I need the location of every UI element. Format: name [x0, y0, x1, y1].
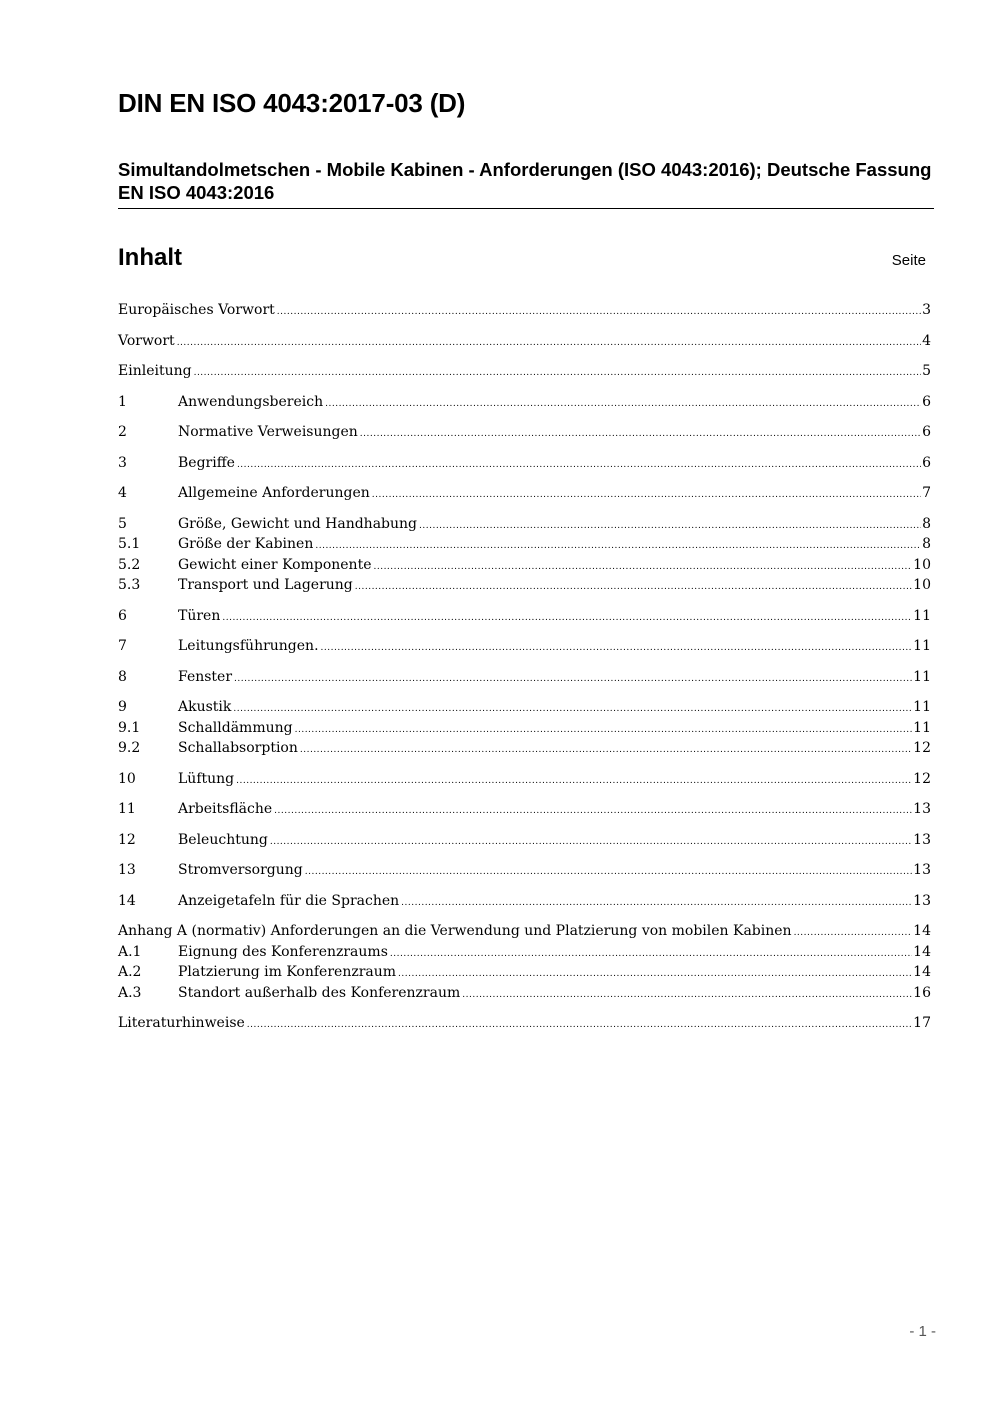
toc-entry-page: 11 [913, 719, 931, 736]
toc-entry-title: Anhang A (normativ) Anforderungen an die Verwendung und Platzierung von mobilen Kabinen [118, 923, 792, 939]
toc-entry-title: Anwendungsbereich [178, 393, 324, 410]
toc-entry[interactable] [118, 801, 931, 822]
toc-entry[interactable] [118, 832, 931, 853]
toc-entry-number: 11 [118, 801, 136, 817]
table-of-contents [118, 300, 931, 1036]
toc-entry-page: 10 [913, 577, 931, 593]
toc-entry-title: Lüftung [178, 770, 235, 787]
toc-entry-page: 14 [913, 923, 931, 939]
toc-entry-page: 11 [913, 699, 931, 715]
toc-entry-number: 5 [118, 515, 127, 532]
toc-leader-dots [277, 307, 921, 317]
toc-entry[interactable] [118, 638, 931, 659]
toc-leader-dots [355, 582, 912, 592]
toc-page-column-label: Seite [891, 252, 926, 269]
toc-leader-dots [321, 643, 913, 653]
toc-entry-number: 9 [118, 699, 127, 715]
toc-entry-page: 13 [913, 831, 931, 848]
toc-entry-page: 17 [913, 1015, 931, 1031]
toc-entry-page: 12 [913, 740, 931, 756]
toc-entry-page: 11 [913, 607, 931, 624]
toc-entry[interactable] [118, 1015, 931, 1036]
toc-leader-dots [462, 990, 912, 1000]
toc-entry[interactable] [118, 608, 931, 629]
toc-leader-dots [222, 613, 912, 623]
toc-entry-title: Fenster [178, 668, 233, 685]
toc-entry-number: A.3 [118, 984, 142, 1001]
toc-entry-title: Gewicht einer Komponente [178, 556, 372, 573]
toc-entry-page: 6 [922, 424, 931, 440]
toc-entry-number: 14 [118, 892, 136, 909]
toc-entry-number: 10 [118, 770, 136, 787]
toc-entry-title: Schalldämmung [178, 719, 293, 736]
toc-entry[interactable] [118, 394, 931, 415]
toc-entry-number: 1 [118, 393, 127, 410]
toc-entry-number: A.1 [118, 943, 142, 960]
toc-entry-number: 4 [118, 485, 127, 501]
toc-entry-page: 5 [922, 363, 931, 379]
toc-entry[interactable] [118, 923, 931, 944]
toc-leader-dots [295, 725, 913, 735]
toc-leader-dots [325, 399, 921, 409]
toc-leader-dots [360, 429, 921, 439]
toc-entry-title: Platzierung im Konferenzraum [178, 964, 397, 980]
toc-entry-page: 10 [913, 556, 931, 573]
toc-leader-dots [401, 898, 912, 908]
toc-entry-number: 5.2 [118, 556, 141, 573]
toc-leader-dots [274, 806, 912, 816]
toc-entry-page: 8 [922, 536, 931, 552]
toc-entry-number: 9.1 [118, 719, 141, 736]
toc-entry[interactable] [118, 862, 931, 883]
toc-entry[interactable] [118, 557, 931, 578]
toc-entry[interactable] [118, 669, 931, 690]
toc-entry[interactable] [118, 944, 931, 965]
toc-entry-title: Größe, Gewicht und Handhabung [178, 515, 418, 532]
toc-leader-dots [177, 338, 921, 348]
toc-entry-title: Europäisches Vorwort [118, 302, 275, 318]
toc-entry-page: 12 [913, 770, 931, 787]
toc-entry-page: 14 [913, 964, 931, 980]
toc-entry[interactable] [118, 720, 931, 741]
toc-entry-title: Akustik [178, 699, 232, 715]
toc-entry-page: 8 [922, 515, 931, 532]
toc-entry-title: Leitungsführungen. [178, 638, 319, 654]
toc-leader-dots [247, 1020, 912, 1030]
toc-entry-page: 3 [922, 302, 931, 318]
toc-leader-dots [373, 562, 912, 572]
toc-entry-title: Allgemeine Anforderungen [178, 485, 370, 501]
toc-entry-title: Größe der Kabinen [178, 536, 314, 552]
toc-entry[interactable] [118, 699, 931, 720]
toc-entry-page: 16 [913, 984, 931, 1001]
toc-entry[interactable] [118, 485, 931, 506]
toc-entry-number: 6 [118, 607, 127, 624]
toc-entry[interactable] [118, 302, 931, 323]
toc-leader-dots [390, 949, 912, 959]
document-subtitle: Simultandolmetschen - Mobile Kabinen - Anforderungen (ISO 4043:2016); Deutsche Fassung EN ISO 4043:2016 [118, 158, 934, 209]
toc-entry-number: 2 [118, 424, 127, 440]
toc-leader-dots [315, 541, 921, 551]
toc-entry[interactable] [118, 740, 931, 761]
toc-entry-page: 6 [922, 393, 931, 410]
toc-entry-title: Beleuchtung [178, 831, 268, 848]
toc-entry-title: Türen [178, 607, 221, 624]
toc-leader-dots [300, 745, 912, 755]
toc-entry[interactable] [118, 771, 931, 792]
toc-entry-number: 7 [118, 638, 127, 654]
toc-entry[interactable] [118, 577, 931, 598]
toc-entry-title: Vorwort [118, 332, 175, 349]
toc-leader-dots [794, 928, 913, 938]
toc-leader-dots [419, 521, 921, 531]
toc-entry-title: Eignung des Konferenzraums [178, 943, 388, 960]
toc-entry-number: 13 [118, 862, 136, 878]
toc-entry-number: 5.3 [118, 577, 141, 593]
toc-entry-title: Stromversorgung [178, 862, 303, 878]
toc-leader-dots [234, 674, 912, 684]
toc-entry-page: 4 [922, 332, 931, 349]
toc-leader-dots [194, 368, 922, 378]
toc-entry-number: 12 [118, 831, 136, 848]
toc-entry[interactable] [118, 964, 931, 985]
toc-entry-page: 14 [913, 943, 931, 960]
toc-entry[interactable] [118, 424, 931, 445]
toc-entry[interactable] [118, 985, 931, 1006]
toc-entry-title: Anzeigetafeln für die Sprachen [178, 892, 400, 909]
toc-entry-number: 8 [118, 668, 127, 685]
toc-entry-number: 9.2 [118, 740, 141, 756]
toc-heading: Inhalt [118, 244, 182, 271]
toc-leader-dots [305, 867, 912, 877]
toc-entry-page: 7 [922, 485, 931, 501]
toc-entry-page: 6 [922, 454, 931, 471]
toc-leader-dots [372, 490, 921, 500]
toc-entry[interactable] [118, 893, 931, 914]
toc-entry[interactable] [118, 363, 931, 384]
toc-entry-number: 5.1 [118, 536, 141, 552]
toc-entry-page: 13 [913, 801, 931, 817]
toc-leader-dots [233, 704, 912, 714]
toc-entry-title: Einleitung [118, 363, 192, 379]
toc-entry-title: Normative Verweisungen [178, 424, 358, 440]
toc-entry-title: Begriffe [178, 454, 235, 471]
toc-entry[interactable] [118, 516, 931, 537]
toc-entry-number: A.2 [118, 964, 142, 980]
toc-entry-page: 13 [913, 892, 931, 909]
toc-leader-dots [236, 776, 912, 786]
toc-leader-dots [398, 969, 912, 979]
toc-entry-page: 13 [913, 862, 931, 878]
toc-entry[interactable] [118, 455, 931, 476]
toc-entry-title: Literaturhinweise [118, 1015, 245, 1031]
toc-entry-title: Standort außerhalb des Konferenzraum [178, 984, 461, 1001]
toc-entry-title: Schallabsorption [178, 740, 298, 756]
toc-leader-dots [270, 837, 912, 847]
toc-entry-title: Arbeitsfläche [178, 801, 273, 817]
page-number: - 1 - [909, 1323, 936, 1340]
toc-entry-page: 11 [913, 638, 931, 654]
toc-entry[interactable] [118, 333, 931, 354]
toc-entry-title: Transport und Lagerung [178, 577, 353, 593]
toc-leader-dots [237, 460, 921, 470]
toc-entry[interactable] [118, 536, 931, 557]
toc-entry-page: 11 [913, 668, 931, 685]
document-title: DIN EN ISO 4043:2017-03 (D) [118, 88, 466, 118]
toc-entry-number: 3 [118, 454, 127, 471]
